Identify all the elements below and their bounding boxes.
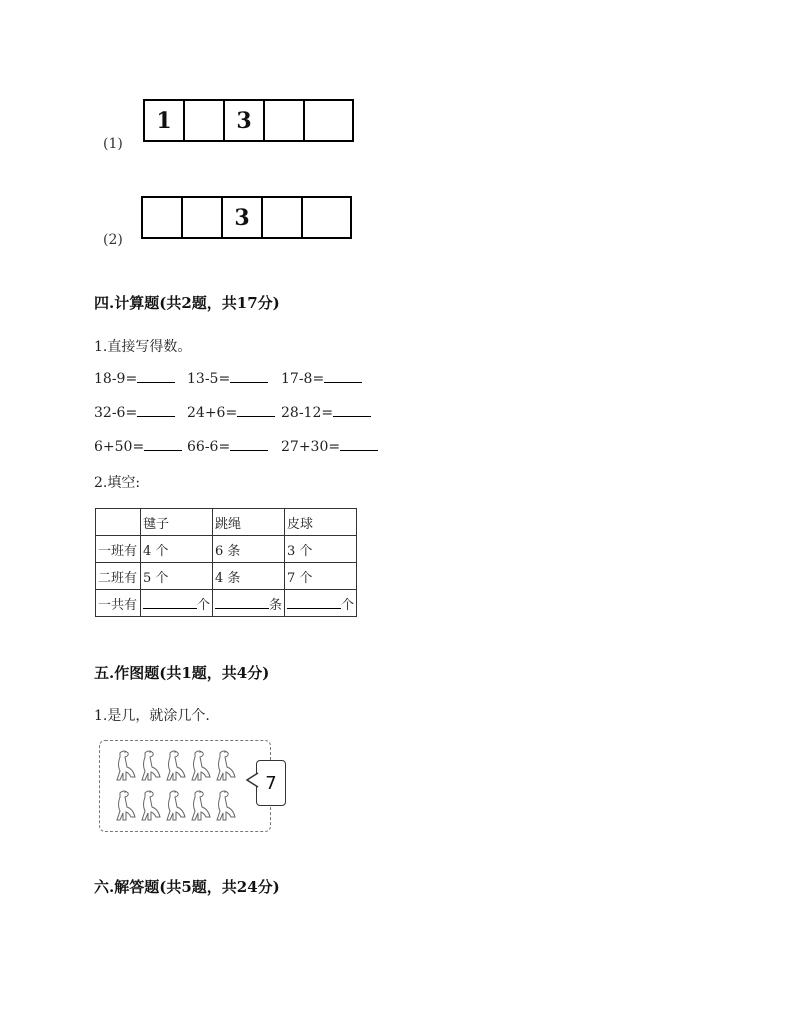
answer-blank[interactable] [230, 370, 268, 383]
number-bubble [256, 760, 286, 806]
calc-expression: 24+6= [187, 405, 238, 421]
number-sequence-1 [143, 99, 354, 142]
calc-expression: 66-6= [187, 439, 231, 455]
tally-table [95, 508, 357, 617]
answer-blank[interactable] [143, 597, 197, 609]
section6-heading: 六.解答题(共5题，共24分) [94, 878, 280, 896]
dinosaur-icon[interactable] [117, 791, 135, 820]
total-cell [213, 590, 285, 617]
unit-label: 条 [269, 597, 283, 613]
section4-heading: 四.计算题(共2题，共17分) [94, 294, 280, 312]
calc-expression: 28-12= [281, 405, 334, 421]
table-cell: 二班有 [96, 563, 141, 590]
answer-blank[interactable] [340, 438, 378, 451]
seq-label-2: (2) [103, 232, 123, 248]
calc-item [94, 404, 175, 421]
dinosaur-icon[interactable] [142, 791, 160, 820]
answer-blank[interactable] [287, 597, 341, 609]
total-cell [141, 590, 213, 617]
table-row [96, 563, 357, 590]
target-number: 7 [265, 772, 277, 794]
seq-cell: 3 [225, 101, 265, 140]
calc-expression: 27+30= [281, 439, 341, 455]
table-header-cell: 皮球 [285, 509, 357, 536]
calc-expression: 32-6= [94, 405, 138, 421]
answer-blank[interactable] [333, 404, 371, 417]
seq-label-1: (1) [103, 136, 123, 152]
table-cell: 5 个 [141, 563, 213, 590]
calc-item [94, 370, 175, 387]
section4-q1-text: 1.直接写得数。 [94, 339, 192, 355]
unit-label: 个 [341, 597, 355, 613]
section5-q1-text: 1.是几，就涂几个. [94, 708, 210, 724]
dinosaur-set [117, 751, 235, 820]
table-header-cell: 跳绳 [213, 509, 285, 536]
seq-cell [263, 198, 303, 237]
seq-cell [185, 101, 225, 140]
calc-item [187, 438, 268, 455]
table-cell: 一共有 [96, 590, 141, 617]
dinosaur-icon[interactable] [217, 791, 235, 820]
dinosaur-icon[interactable] [167, 751, 185, 780]
dinosaur-icon[interactable] [192, 751, 210, 780]
answer-blank[interactable] [137, 370, 175, 383]
seq-cell [303, 198, 343, 237]
table-cell [96, 509, 141, 536]
seq-cell [265, 101, 305, 140]
answer-blank[interactable] [137, 404, 175, 417]
seq-cell: 1 [145, 101, 185, 140]
calc-item [281, 404, 371, 421]
dinosaur-icon[interactable] [217, 751, 235, 780]
calc-item [94, 438, 182, 455]
table-cell: 4 条 [213, 563, 285, 590]
table-total-row [96, 590, 357, 617]
answer-blank[interactable] [237, 404, 275, 417]
bubble-pointer [245, 772, 259, 788]
unit-label: 个 [197, 597, 211, 613]
answer-blank[interactable] [144, 438, 182, 451]
calc-expression: 6+50= [94, 439, 145, 455]
calc-expression: 18-9= [94, 371, 138, 387]
answer-blank[interactable] [324, 370, 362, 383]
seq-cell [183, 198, 223, 237]
table-cell: 7 个 [285, 563, 357, 590]
dinosaur-icon[interactable] [167, 791, 185, 820]
answer-blank[interactable] [215, 597, 269, 609]
seq-cell [305, 101, 345, 140]
answer-blank[interactable] [230, 438, 268, 451]
table-row [96, 536, 357, 563]
calc-item [281, 438, 378, 455]
total-cell [285, 590, 357, 617]
dinosaur-icon[interactable] [192, 791, 210, 820]
dinosaur-icon[interactable] [117, 751, 135, 780]
seq-cell [143, 198, 183, 237]
table-cell: 4 个 [141, 536, 213, 563]
number-sequence-2 [141, 196, 352, 239]
seq-cell: 3 [223, 198, 263, 237]
calc-expression: 13-5= [187, 371, 231, 387]
calc-expression: 17-8= [281, 371, 325, 387]
section5-heading: 五.作图题(共1题，共4分) [94, 664, 270, 682]
calc-item [187, 370, 268, 387]
calc-item [281, 370, 362, 387]
dinosaur-icon[interactable] [142, 751, 160, 780]
table-cell: 一班有 [96, 536, 141, 563]
calc-item [187, 404, 275, 421]
table-cell: 6 条 [213, 536, 285, 563]
section4-q2-text: 2.填空: [94, 475, 141, 491]
table-cell: 3 个 [285, 536, 357, 563]
table-header-row [96, 509, 357, 536]
table-header-cell: 毽子 [141, 509, 213, 536]
